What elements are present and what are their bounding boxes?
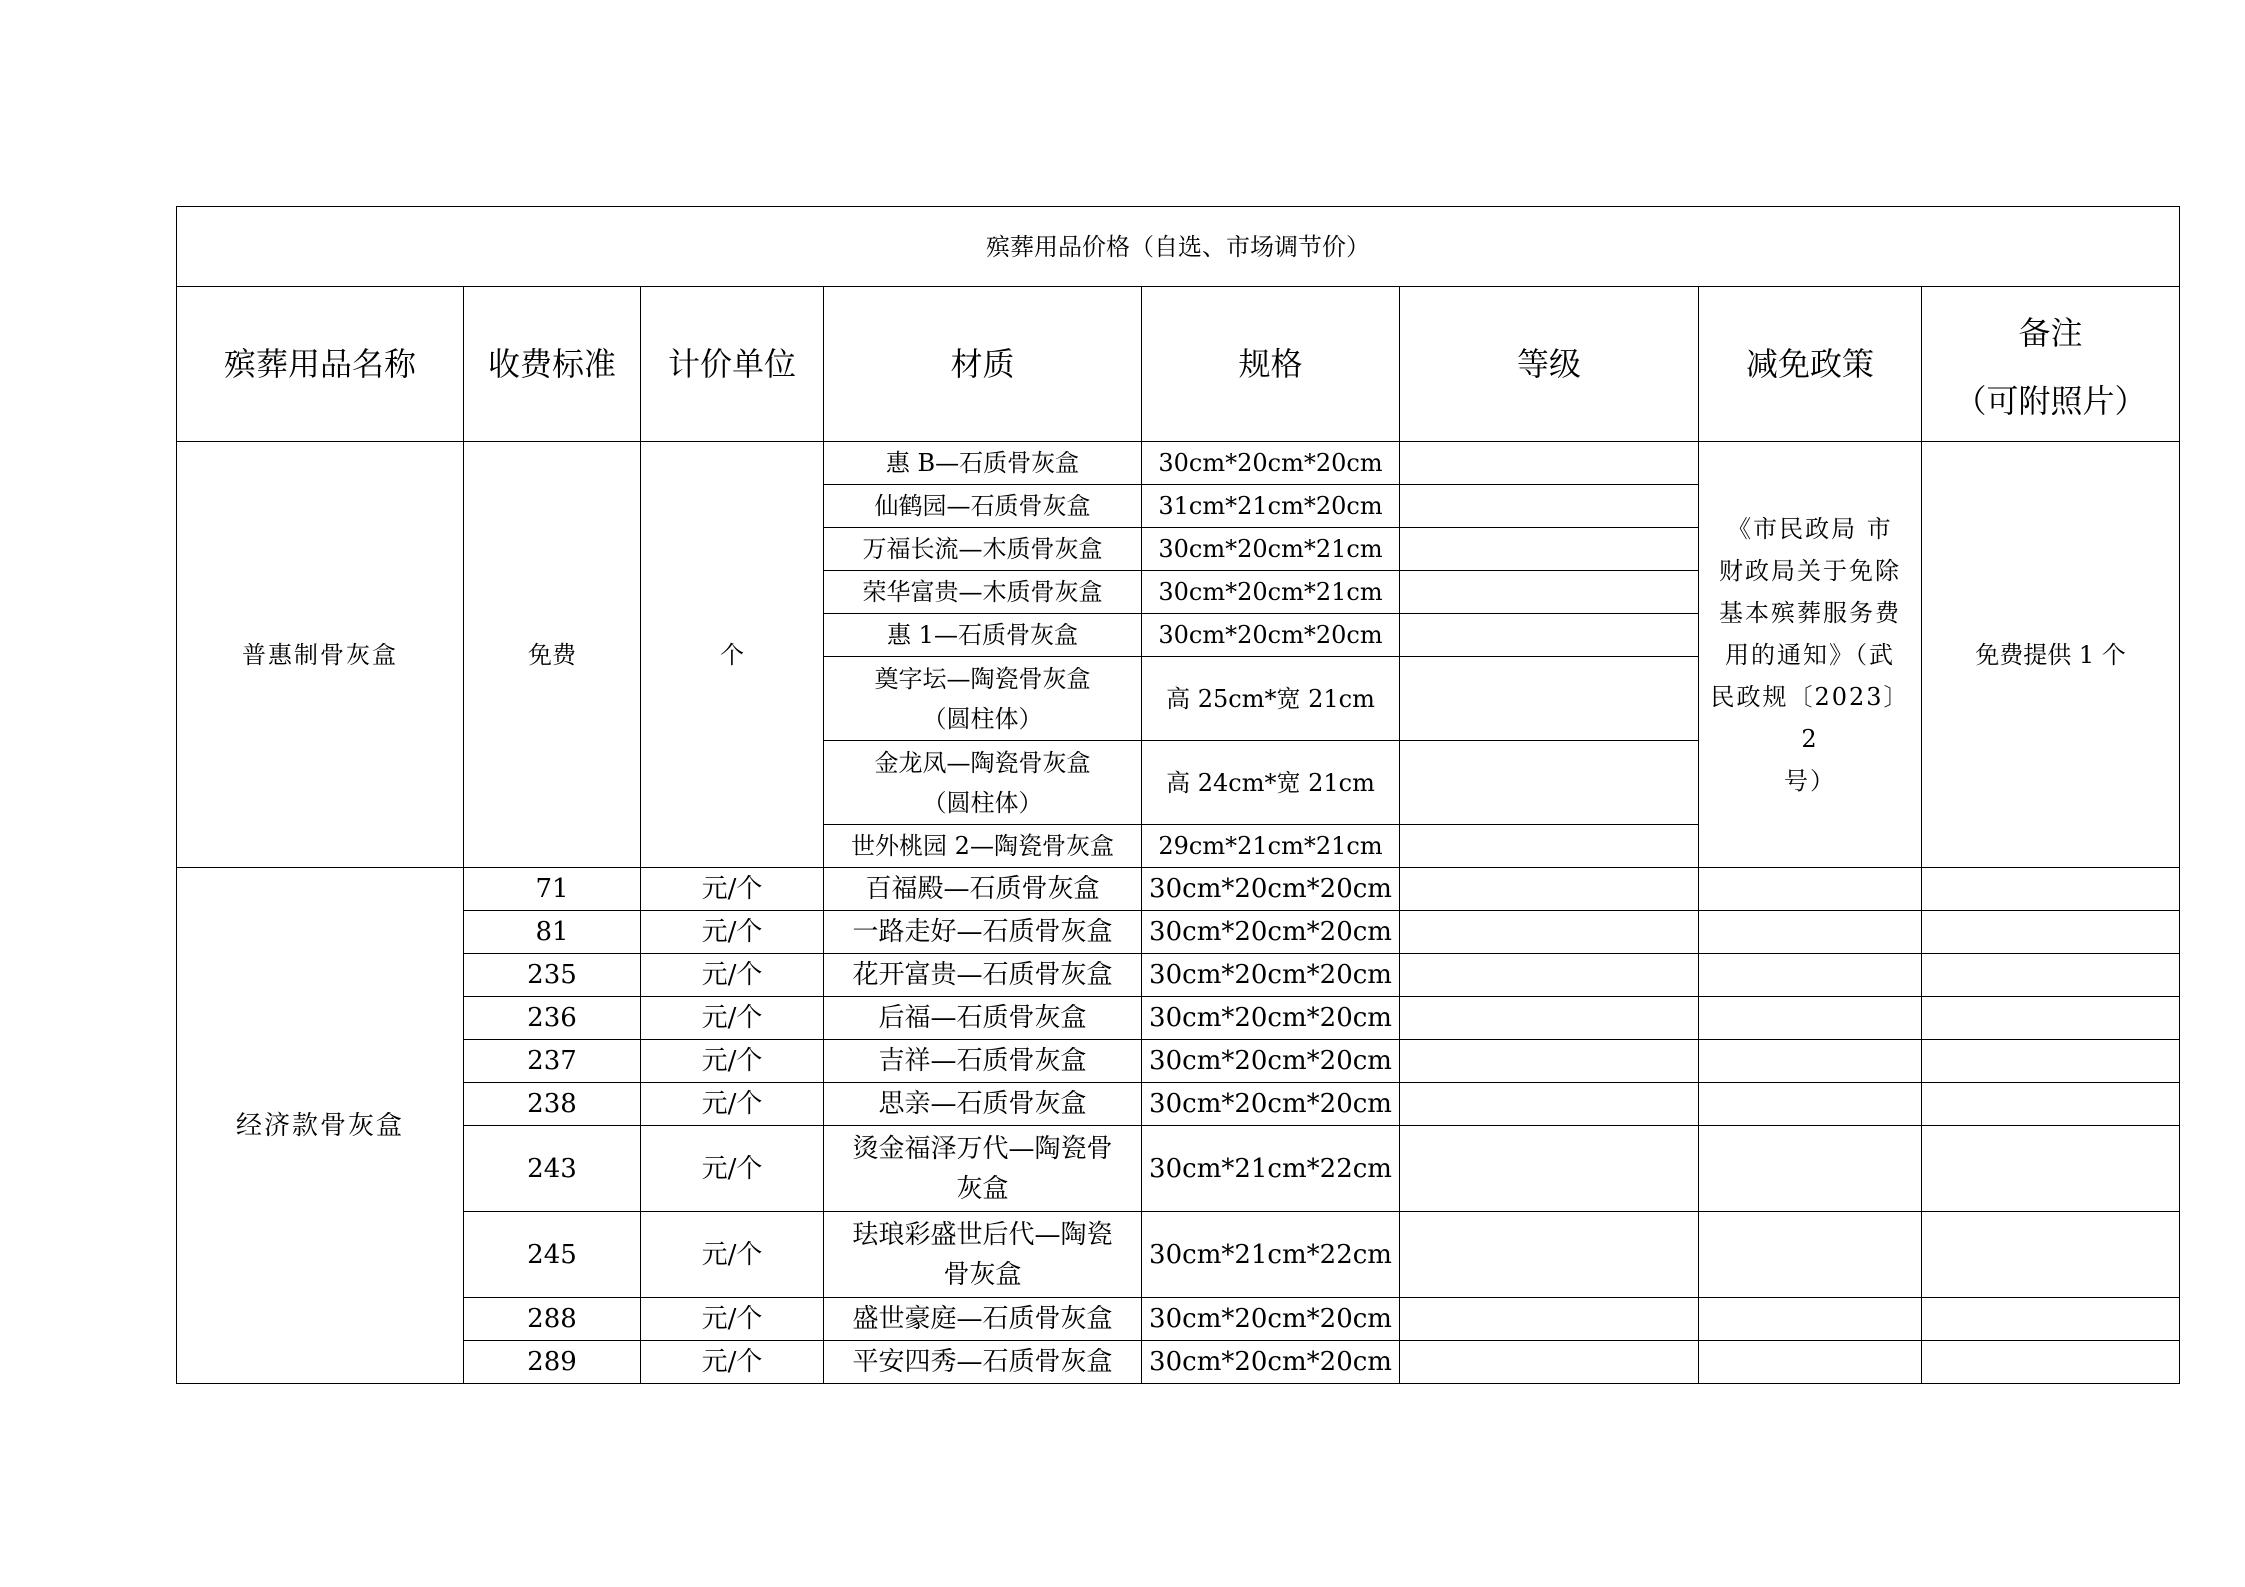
- material-line: 金龙凤—陶瓷骨灰盒: [874, 748, 1091, 777]
- remark-cell: [1922, 911, 2180, 954]
- header-remark-line2: （可附照片）: [1954, 382, 2147, 420]
- policy-cell: [1699, 1040, 1922, 1083]
- grade-cell: [1400, 868, 1699, 911]
- unit-cell: 元/个: [641, 868, 824, 911]
- spec-cell: 30cm*20cm*20cm: [1142, 1341, 1400, 1384]
- remark-cell: [1922, 868, 2180, 911]
- price-table: [176, 206, 2180, 1384]
- unit-cell: 元/个: [641, 997, 824, 1040]
- material-line: （圆柱体）: [922, 788, 1043, 817]
- unit-cell: 元/个: [641, 1212, 824, 1298]
- table-row: [177, 911, 2180, 954]
- material-cell: 惠 B—石质骨灰盒: [824, 442, 1142, 485]
- spec-cell: 30cm*20cm*20cm: [1142, 911, 1400, 954]
- remark-cell: [1922, 954, 2180, 997]
- spec-cell: 30cm*21cm*22cm: [1142, 1212, 1400, 1298]
- material-cell: [824, 1126, 1142, 1212]
- policy-cell: [1699, 1083, 1922, 1126]
- header-policy: 减免政策: [1699, 287, 1922, 442]
- table-row: [177, 868, 2180, 911]
- spec-cell: 高 24cm*宽 21cm: [1142, 741, 1400, 825]
- price-cell: 245: [464, 1212, 641, 1298]
- material-line: （圆柱体）: [922, 704, 1043, 733]
- remark-cell: [1922, 1212, 2180, 1298]
- unit-cell: 元/个: [641, 1126, 824, 1212]
- table-row: [177, 1212, 2180, 1298]
- spec-cell: 30cm*20cm*20cm: [1142, 997, 1400, 1040]
- grade-cell: [1400, 1298, 1699, 1341]
- header-price: 收费标准: [464, 287, 641, 442]
- spec-cell: 30cm*20cm*20cm: [1142, 442, 1400, 485]
- material-cell: 平安四秀—石质骨灰盒: [824, 1341, 1142, 1384]
- material-cell: 百福殿—石质骨灰盒: [824, 868, 1142, 911]
- price-cell: 243: [464, 1126, 641, 1212]
- policy-line: 基本殡葬服务费: [1719, 598, 1901, 627]
- table-title: 殡葬用品价格（自选、市场调节价）: [177, 207, 2180, 287]
- spec-cell: 30cm*20cm*20cm: [1142, 614, 1400, 657]
- grade-cell: [1400, 1083, 1699, 1126]
- spec-cell: 30cm*20cm*20cm: [1142, 868, 1400, 911]
- remark-cell: [1922, 1298, 2180, 1341]
- unit-cell: 元/个: [641, 1341, 824, 1384]
- policy-line: 财政局关于免除: [1719, 556, 1901, 585]
- header-spec: 规格: [1142, 287, 1400, 442]
- material-cell: 荣华富贵—木质骨灰盒: [824, 571, 1142, 614]
- grade-cell: [1400, 485, 1699, 528]
- grade-cell: [1400, 741, 1699, 825]
- spec-cell: 高 25cm*宽 21cm: [1142, 657, 1400, 741]
- header-grade: 等级: [1400, 287, 1699, 442]
- remark-cell: [1922, 1083, 2180, 1126]
- table-row: [177, 1040, 2180, 1083]
- price-cell: 236: [464, 997, 641, 1040]
- unit-cell: 元/个: [641, 1083, 824, 1126]
- policy-line: 号）: [1784, 766, 1836, 795]
- price-cell: 235: [464, 954, 641, 997]
- policy-cell: [1699, 1212, 1922, 1298]
- price-cell: 71: [464, 868, 641, 911]
- policy-line: 民政规〔2023〕2: [1710, 682, 1910, 753]
- header-row: [177, 287, 2180, 442]
- material-line: 烫金福泽万代—陶瓷骨: [852, 1133, 1113, 1164]
- table-row: [177, 1298, 2180, 1341]
- material-cell: 世外桃园 2—陶瓷骨灰盒: [824, 825, 1142, 868]
- price-cell: 238: [464, 1083, 641, 1126]
- unit-cell: 元/个: [641, 911, 824, 954]
- policy-cell: [1699, 1341, 1922, 1384]
- header-unit: 计价单位: [641, 287, 824, 442]
- policy-cell: [1699, 911, 1922, 954]
- spec-cell: 30cm*20cm*21cm: [1142, 571, 1400, 614]
- material-cell: 万福长流—木质骨灰盒: [824, 528, 1142, 571]
- grade-cell: [1400, 1212, 1699, 1298]
- table-row: [177, 1126, 2180, 1212]
- table-row: [177, 954, 2180, 997]
- policy-cell: [1699, 442, 1922, 868]
- grade-cell: [1400, 1126, 1699, 1212]
- grade-cell: [1400, 1040, 1699, 1083]
- grade-cell: [1400, 528, 1699, 571]
- spec-cell: 30cm*20cm*21cm: [1142, 528, 1400, 571]
- policy-cell: [1699, 1126, 1922, 1212]
- material-cell: 仙鹤园—石质骨灰盒: [824, 485, 1142, 528]
- policy-cell: [1699, 954, 1922, 997]
- price-cell: 免费: [464, 442, 641, 868]
- remark-cell: [1922, 997, 2180, 1040]
- spec-cell: 30cm*20cm*20cm: [1142, 1298, 1400, 1341]
- material-cell: [824, 741, 1142, 825]
- table-row: [177, 1341, 2180, 1384]
- unit-cell: 个: [641, 442, 824, 868]
- grade-cell: [1400, 825, 1699, 868]
- material-cell: 思亲—石质骨灰盒: [824, 1083, 1142, 1126]
- material-cell: 盛世豪庭—石质骨灰盒: [824, 1298, 1142, 1341]
- policy-line: 《市民政局 市: [1727, 514, 1893, 543]
- spec-cell: 31cm*21cm*20cm: [1142, 485, 1400, 528]
- policy-cell: [1699, 868, 1922, 911]
- grade-cell: [1400, 571, 1699, 614]
- price-cell: 288: [464, 1298, 641, 1341]
- grade-cell: [1400, 657, 1699, 741]
- category-cell: 普惠制骨灰盒: [177, 442, 464, 868]
- policy-line: 用的通知》（武: [1725, 640, 1895, 669]
- remark-cell: [1922, 1341, 2180, 1384]
- material-cell: 花开富贵—石质骨灰盒: [824, 954, 1142, 997]
- table-row: [177, 442, 2180, 485]
- remark-cell: [1922, 1126, 2180, 1212]
- material-cell: 一路走好—石质骨灰盒: [824, 911, 1142, 954]
- spec-cell: 29cm*21cm*21cm: [1142, 825, 1400, 868]
- remark-cell: 免费提供 1 个: [1922, 442, 2180, 868]
- spec-cell: 30cm*20cm*20cm: [1142, 1040, 1400, 1083]
- material-cell: [824, 1212, 1142, 1298]
- spec-cell: 30cm*20cm*20cm: [1142, 954, 1400, 997]
- header-name: 殡葬用品名称: [177, 287, 464, 442]
- grade-cell: [1400, 614, 1699, 657]
- unit-cell: 元/个: [641, 954, 824, 997]
- policy-cell: [1699, 1298, 1922, 1341]
- table-row: [177, 1083, 2180, 1126]
- material-cell: 吉祥—石质骨灰盒: [824, 1040, 1142, 1083]
- header-material: 材质: [824, 287, 1142, 442]
- header-remark: [1922, 287, 2180, 442]
- table-row: [177, 997, 2180, 1040]
- grade-cell: [1400, 997, 1699, 1040]
- grade-cell: [1400, 1341, 1699, 1384]
- grade-cell: [1400, 442, 1699, 485]
- spec-cell: 30cm*21cm*22cm: [1142, 1126, 1400, 1212]
- material-line: 奠字坛—陶瓷骨灰盒: [874, 664, 1091, 693]
- material-line: 珐琅彩盛世后代—陶瓷: [852, 1219, 1113, 1250]
- category-cell: 经济款骨灰盒: [177, 868, 464, 1384]
- grade-cell: [1400, 911, 1699, 954]
- price-cell: 81: [464, 911, 641, 954]
- material-line: 灰盒: [956, 1173, 1009, 1204]
- material-line: 骨灰盒: [943, 1259, 1022, 1290]
- header-remark-line1: 备注: [2018, 314, 2083, 352]
- spec-cell: 30cm*20cm*20cm: [1142, 1083, 1400, 1126]
- price-cell: 289: [464, 1341, 641, 1384]
- unit-cell: 元/个: [641, 1040, 824, 1083]
- material-cell: 后福—石质骨灰盒: [824, 997, 1142, 1040]
- unit-cell: 元/个: [641, 1298, 824, 1341]
- remark-cell: [1922, 1040, 2180, 1083]
- policy-cell: [1699, 997, 1922, 1040]
- material-cell: [824, 657, 1142, 741]
- material-cell: 惠 1—石质骨灰盒: [824, 614, 1142, 657]
- price-cell: 237: [464, 1040, 641, 1083]
- grade-cell: [1400, 954, 1699, 997]
